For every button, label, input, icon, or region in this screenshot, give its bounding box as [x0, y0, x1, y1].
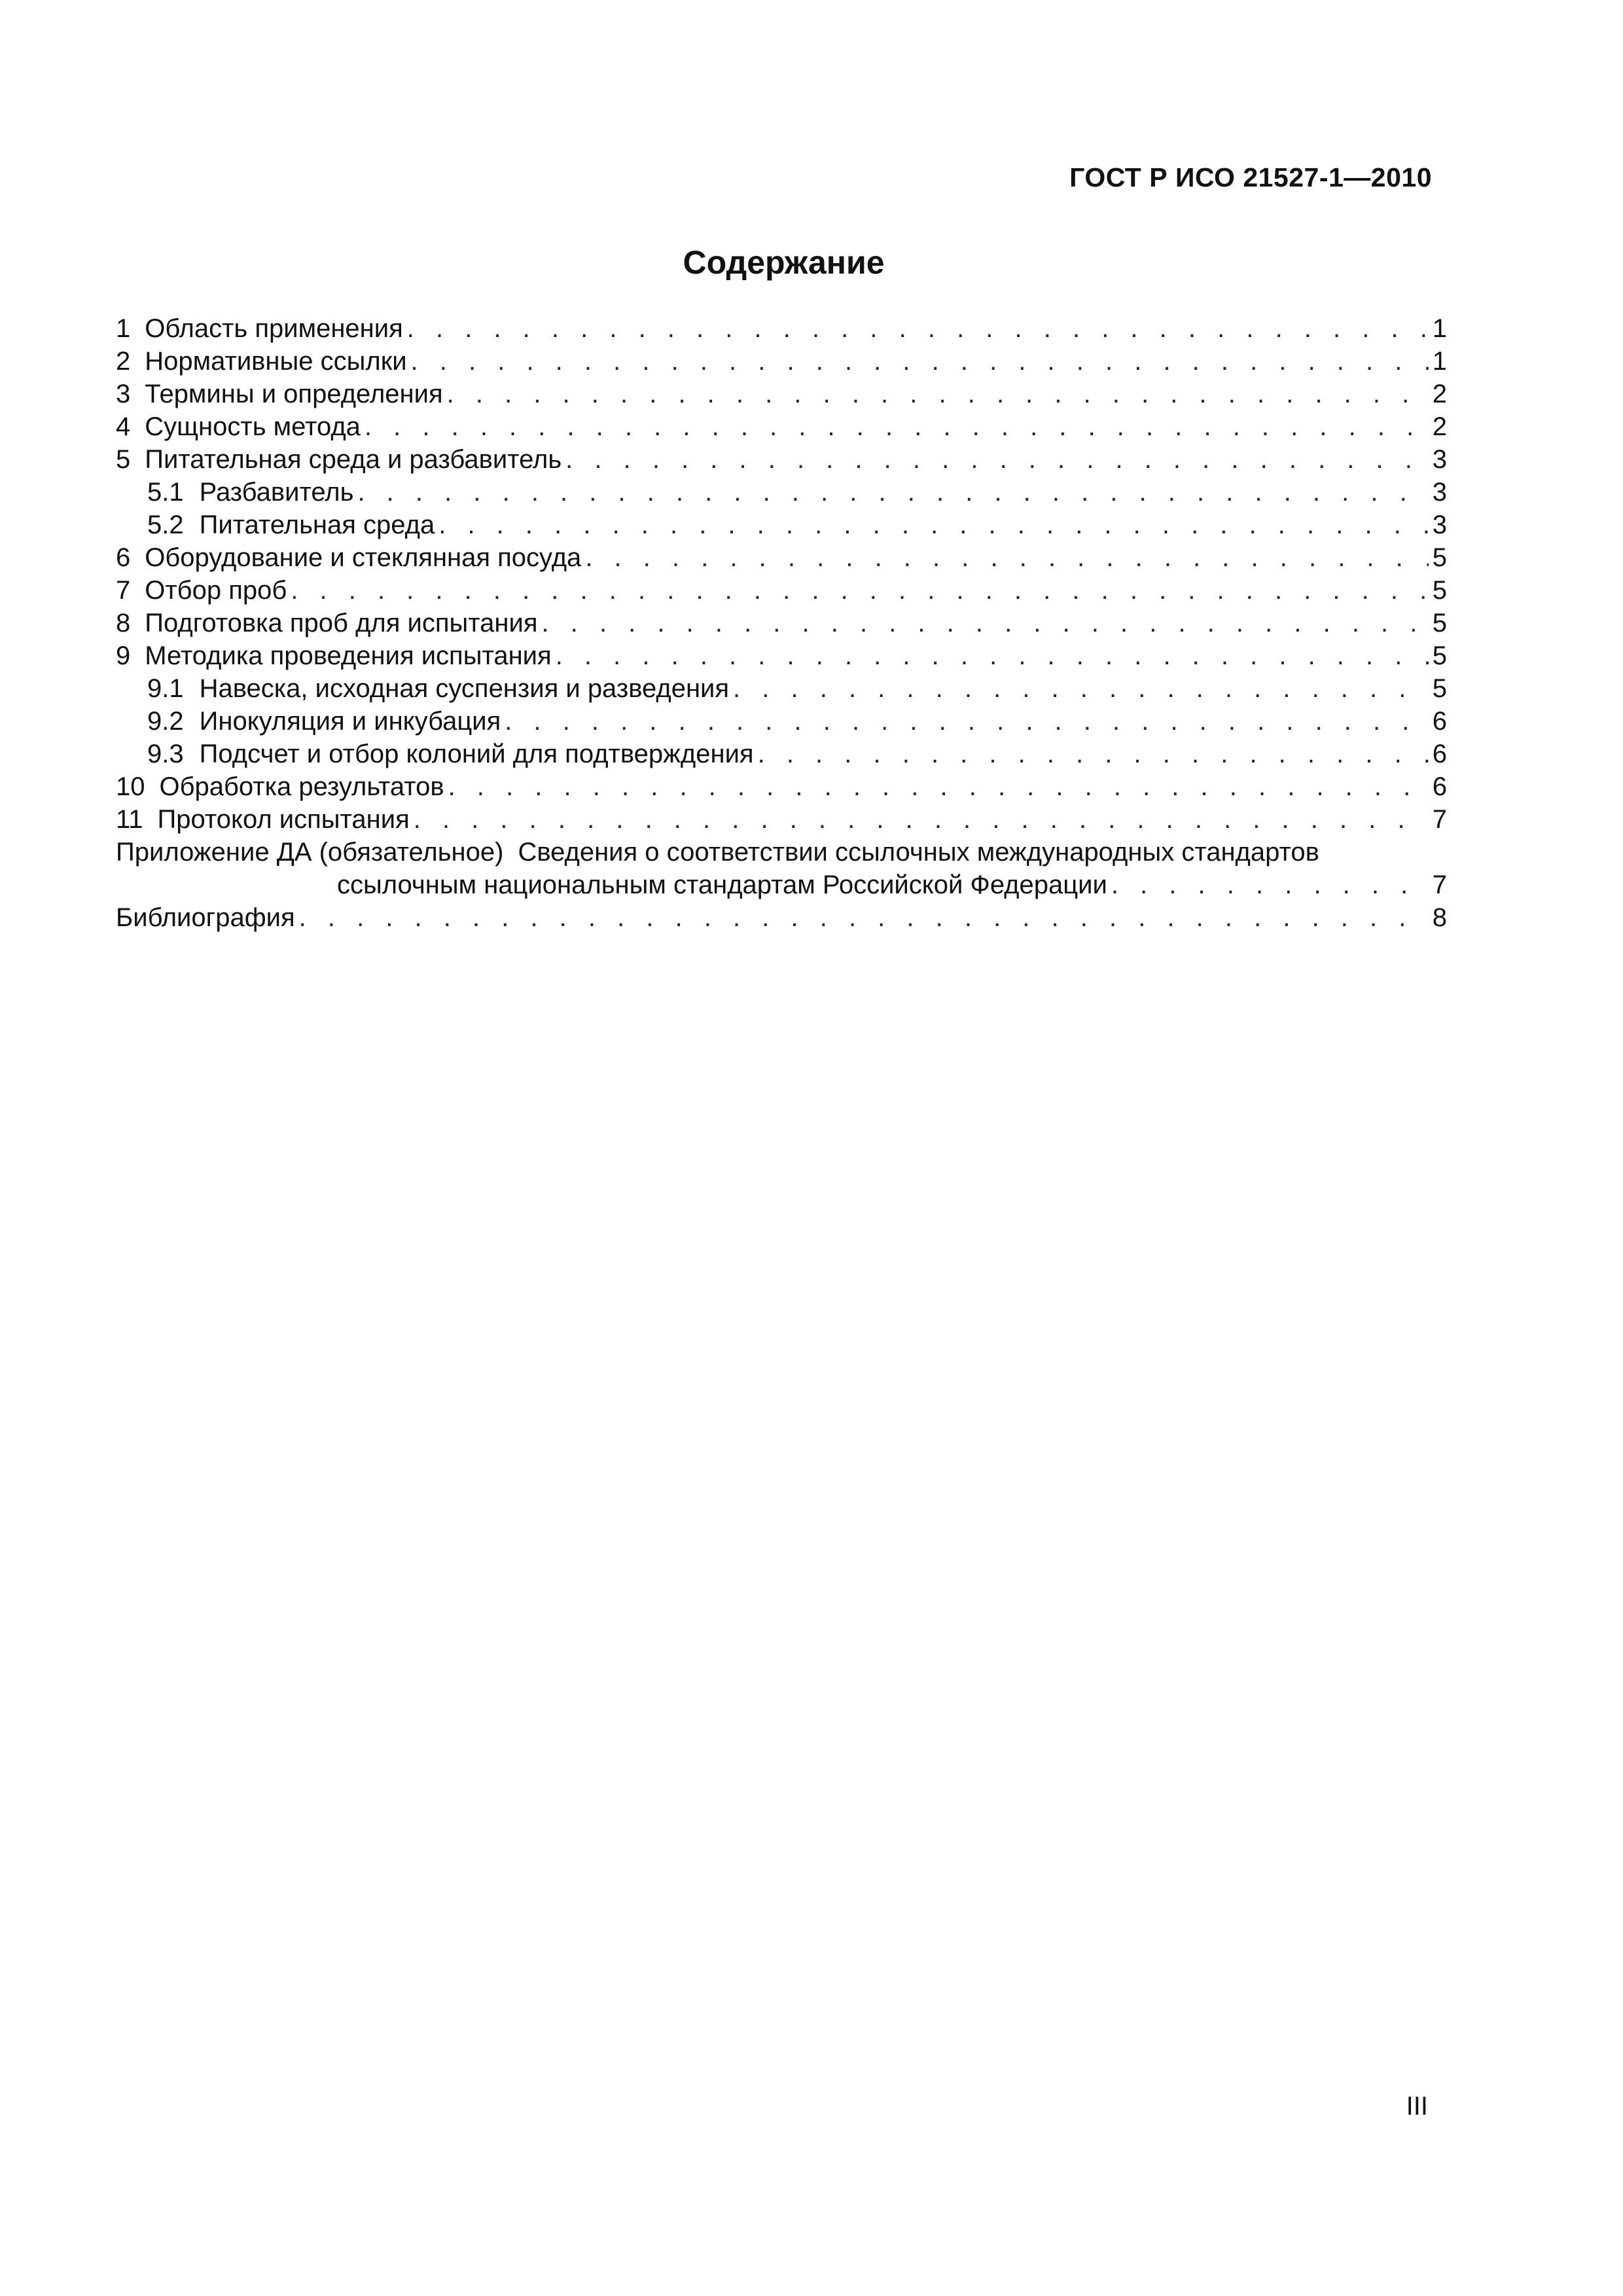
toc-entry-number: 5.1: [147, 478, 184, 507]
toc-entry-page: 8: [1432, 903, 1447, 932]
dot-leader: [447, 378, 1429, 410]
toc-bibliography-entry[interactable]: [116, 901, 1447, 934]
dot-leader: [556, 639, 1429, 672]
toc-entry-title: Область применения: [145, 314, 403, 343]
toc-entry[interactable]: [116, 541, 1447, 574]
toc-entry-page: 7: [1432, 870, 1447, 899]
appendix-title-line1: Сведения о соответствии ссылочных международных стандартов: [518, 838, 1319, 867]
toc-entry-number: 5: [116, 445, 131, 474]
toc-entry-page: 2: [1432, 412, 1447, 441]
toc-subentry[interactable]: [116, 705, 1447, 738]
toc-entry-page: 1: [1432, 314, 1447, 343]
toc-entry-title: Инокуляция и инкубация: [199, 707, 501, 736]
toc-entry[interactable]: [116, 803, 1447, 836]
toc-entry-page: 5: [1432, 543, 1447, 572]
dot-leader: [357, 476, 1428, 509]
appendix-title-line2: ссылочным национальным стандартам Российской Федерации: [337, 870, 1107, 899]
toc-entry-number: 7: [116, 576, 131, 605]
dot-leader: [1111, 869, 1429, 901]
dot-leader: [407, 312, 1429, 345]
toc-entry-title: Отбор проб: [145, 576, 287, 605]
toc-subentry[interactable]: [116, 738, 1447, 770]
toc-entry-page: 5: [1432, 609, 1447, 637]
toc-entry-title: Обработка результатов: [159, 772, 444, 801]
toc-entry-number: 9: [116, 641, 131, 670]
toc-entry-page: 2: [1432, 380, 1447, 408]
toc-entry-number: 6: [116, 543, 131, 572]
dot-leader: [585, 541, 1428, 574]
dot-leader: [565, 443, 1429, 476]
dot-leader: [299, 901, 1429, 934]
toc-entry-page: 3: [1432, 445, 1447, 474]
dot-leader: [448, 770, 1429, 803]
toc-entry-number: 2: [116, 347, 131, 376]
toc-entry-title: Оборудование и стеклянная посуда: [145, 543, 582, 572]
dot-leader: [505, 705, 1429, 738]
toc-entry[interactable]: [116, 410, 1447, 443]
dot-leader: [733, 672, 1429, 705]
toc-subentry[interactable]: [116, 476, 1447, 509]
toc-entry-title: Подготовка проб для испытания: [145, 609, 538, 637]
toc-entry-number: 3: [116, 380, 131, 408]
dot-leader: [758, 738, 1429, 770]
toc-entry-number: 8: [116, 609, 131, 637]
toc-entry-number: 10: [116, 772, 145, 801]
dot-leader: [365, 410, 1429, 443]
appendix-label: Приложение ДА (обязательное): [116, 838, 504, 867]
toc-entry-page: 1: [1432, 347, 1447, 376]
toc-entry-number: 4: [116, 412, 131, 441]
toc-entry-title: Разбавитель: [199, 478, 354, 507]
toc-entry-title: Питательная среда: [199, 511, 435, 539]
toc-entry-number: 9.2: [147, 707, 184, 736]
toc-entry-page: 3: [1432, 478, 1447, 507]
toc-entry-page: 6: [1432, 772, 1447, 801]
toc-entry-page: 3: [1432, 511, 1447, 539]
document-code: ГОСТ Р ИСО 21527-1—2010: [1069, 162, 1432, 192]
toc-entry-page: 6: [1432, 740, 1447, 768]
toc-entry-number: 9.3: [147, 740, 184, 768]
table-of-contents: [116, 312, 1447, 934]
toc-entry-number: 5.2: [147, 511, 184, 539]
toc-entry-page: 5: [1432, 674, 1447, 703]
toc-entry-page: 6: [1432, 707, 1447, 736]
toc-heading: Содержание: [683, 244, 885, 281]
toc-entry[interactable]: [116, 574, 1447, 607]
toc-entry-number: 11: [116, 805, 143, 834]
toc-entry-title: Методика проведения испытания: [145, 641, 552, 670]
toc-entry-number: 1: [116, 314, 131, 343]
dot-leader: [541, 607, 1428, 639]
dot-leader: [414, 803, 1429, 836]
toc-entry-title: Питательная среда и разбавитель: [145, 445, 562, 474]
toc-entry[interactable]: [116, 607, 1447, 639]
toc-appendix-entry[interactable]: [116, 836, 1447, 869]
toc-appendix-entry-continuation[interactable]: [116, 869, 1447, 901]
toc-entry-title: Сущность метода: [145, 412, 361, 441]
toc-entry[interactable]: [116, 345, 1447, 378]
toc-entry-page: 5: [1432, 641, 1447, 670]
toc-entry-title: Термины и определения: [145, 380, 443, 408]
toc-entry-title: Протокол испытания: [157, 805, 410, 834]
toc-entry-title: Навеска, исходная суспензия и разведения: [199, 674, 730, 703]
toc-entry-page: 7: [1432, 805, 1447, 834]
toc-entry-page: 5: [1432, 576, 1447, 605]
page-number: III: [1406, 2092, 1428, 2121]
toc-entry[interactable]: [116, 312, 1447, 345]
toc-entry-number: 9.1: [147, 674, 184, 703]
toc-entry-title: Подсчет и отбор колоний для подтверждения: [199, 740, 754, 768]
toc-entry[interactable]: [116, 443, 1447, 476]
dot-leader: [411, 345, 1429, 378]
toc-subentry[interactable]: [116, 672, 1447, 705]
toc-entry[interactable]: [116, 378, 1447, 410]
dot-leader: [438, 509, 1429, 541]
toc-entry[interactable]: [116, 639, 1447, 672]
toc-entry[interactable]: [116, 770, 1447, 803]
toc-subentry[interactable]: [116, 509, 1447, 541]
toc-entry-title: Нормативные ссылки: [145, 347, 407, 376]
toc-entry-title: Библиография: [116, 903, 295, 932]
dot-leader: [291, 574, 1428, 607]
